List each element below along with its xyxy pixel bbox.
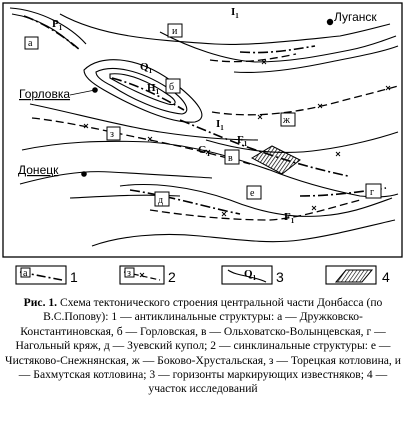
- horizon-label-i1: $I_1$: [216, 118, 224, 132]
- horizon-line-f1: [30, 104, 258, 140]
- syncline-axis-zh: [212, 86, 398, 115]
- legend-item-2: [120, 266, 176, 285]
- legend-item-1: [16, 266, 78, 285]
- structure-label-e-text: е: [250, 188, 255, 199]
- horizon-label-g1: $G_1$: [198, 144, 211, 158]
- city-dot-donetsk: [81, 171, 87, 177]
- horizon-line-lower: [92, 220, 395, 246]
- gorlovka-leader: [70, 90, 95, 95]
- legend-number-4: 4: [382, 269, 390, 285]
- cross-mark: [336, 152, 340, 156]
- cross-mark: [222, 212, 226, 216]
- city-label-gorlovka: Горловка: [19, 87, 71, 101]
- syncline-axis-e: [150, 200, 360, 220]
- legend-item-3: [222, 266, 284, 285]
- structure-label-a: [25, 37, 38, 49]
- structure-label-z: [107, 127, 120, 140]
- structure-label-d-text: д: [158, 195, 164, 206]
- legend-swatch-label-1: а: [23, 268, 28, 279]
- structure-label-i: [168, 24, 182, 37]
- horizon-label-f1-upper: $F_1$: [237, 134, 248, 148]
- study-area: [252, 146, 300, 174]
- structure-label-z-text: з: [110, 129, 114, 140]
- structure-label-d: [155, 192, 169, 206]
- anticline-axis-d: [130, 190, 240, 214]
- horizon-line-lugansk: [234, 46, 398, 73]
- structure-label-e: [247, 186, 261, 199]
- legend-number-3: 3: [276, 269, 284, 285]
- structure-label-zh: [281, 113, 295, 126]
- horizon-label-q1: $Q_1$: [140, 61, 153, 75]
- structure-label-v: [225, 150, 239, 164]
- cross-mark: [312, 206, 316, 210]
- structure-label-g-text: г: [370, 187, 375, 198]
- structure-label-b: [166, 79, 180, 93]
- horizon-line-mid: [160, 32, 396, 62]
- anticline-axis-top: [240, 46, 315, 53]
- structure-label-i-text: и: [172, 26, 178, 37]
- horizon-label-f1-lower: $F_1$: [284, 211, 295, 225]
- legend-item-4: [326, 266, 390, 285]
- city-label-donetsk: Донецк: [18, 163, 59, 177]
- structure-label-g: [366, 184, 381, 198]
- horizon-label-i1-top: $I_1$: [231, 6, 239, 20]
- legend-swatch-label-3: $Q_1$: [244, 268, 257, 282]
- legend-swatch-label-2: з: [127, 268, 131, 279]
- city-dot-lugansk: [327, 19, 333, 25]
- figure-caption: [4, 296, 402, 397]
- structure-label-zh-text: ж: [283, 115, 290, 126]
- legend-number-2: 2: [168, 269, 176, 285]
- structure-label-a-text: а: [28, 38, 33, 49]
- caption-title: Рис. 1.: [23, 296, 58, 309]
- horizon-outline-a2: [12, 14, 74, 46]
- legend-number-1: 1: [70, 269, 78, 285]
- horizon-lines: [10, 8, 398, 246]
- horizon-label-p1: $P_1$: [52, 18, 63, 32]
- cross-mark: [258, 115, 262, 119]
- structure-label-v-text: в: [228, 153, 233, 164]
- city-label-lugansk: Луганск: [334, 10, 377, 24]
- caption-text: Схема тектонического строения центральной части Донбасса (по В.С.Попову): 1 — антиклинальные структуры: а — Дружковско-Константиновская, б — Горловская, в — Ольховатско-Волынцевская, г — Нагольный кряж, д — Зуевский купол; 2 — синклинальные структуры: е — Чистяково-Снежнянская, ж — Боково-Хрустальская, з — Торецкая котловина, и — Бахмутская котловина; 3 — горизонты маркирующих известняков; 4 — участок исследований: [5, 296, 401, 396]
- structure-label-b-text: б: [169, 82, 175, 93]
- horizon-label-h1: $H_1$: [147, 82, 160, 96]
- legend: [16, 266, 390, 285]
